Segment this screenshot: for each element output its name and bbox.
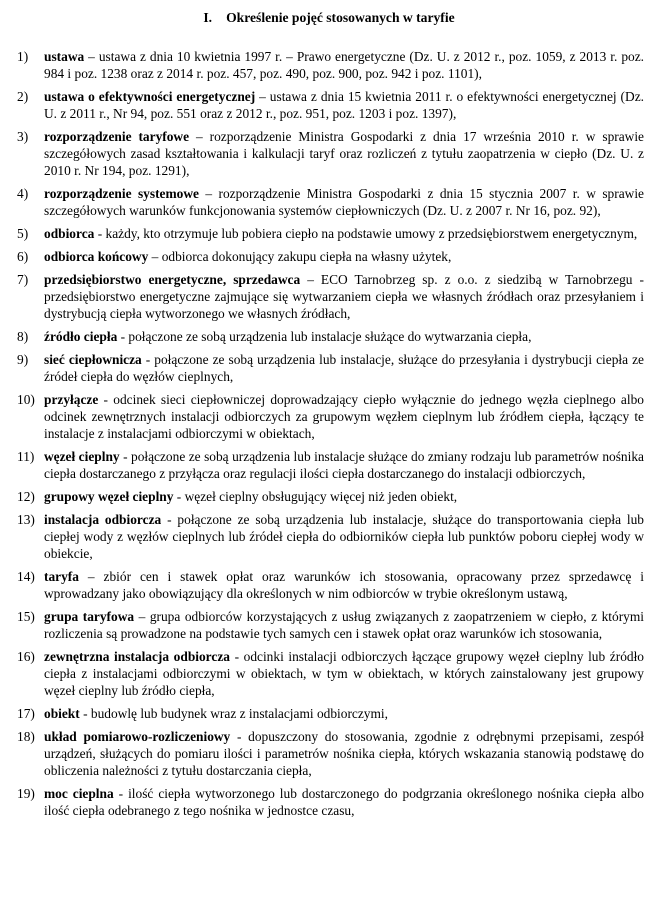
- definition-body: [44, 328, 644, 345]
- definition-number: 3): [17, 129, 29, 144]
- definition-term: przedsiębiorstwo energetyczne, sprzedawca: [44, 272, 301, 287]
- definition-term: zewnętrzna instalacja odbiorcza: [44, 649, 230, 664]
- definition-term: sieć ciepłownicza: [44, 352, 142, 367]
- definition-number: 10): [17, 392, 35, 407]
- definition-body: [44, 728, 644, 779]
- definition-item: [0, 328, 658, 345]
- definition-term: odbiorca: [44, 226, 95, 241]
- definition-item: [0, 648, 658, 699]
- definition-number: 7): [17, 272, 29, 287]
- definition-body: [44, 248, 644, 265]
- definition-item: [0, 785, 658, 819]
- definition-body: [44, 391, 644, 442]
- definition-item: [0, 448, 658, 482]
- definition-text: - budowlę lub budynek wraz z instalacjami odbiorczymi,: [79, 706, 388, 721]
- definition-term: moc cieplna: [44, 786, 114, 801]
- definition-number: 19): [17, 786, 35, 801]
- definition-text: - połączone ze sobą urządzenia lub instalacje służące do wytwarzania ciepła,: [117, 329, 532, 344]
- definition-item: [0, 391, 658, 442]
- definition-number: 12): [17, 489, 35, 504]
- definition-term: grupowy węzeł cieplny: [44, 489, 174, 504]
- definition-text: – ECO Tarnobrzeg sp. z o.o. z siedzibą w Tarnobrzegu - przedsiębiorstwo energetyczne zajmujące się wytwarzaniem ciepła we własnych źródłach oraz przesyłaniem i dystrybucją ciepła wytworzonego we własnych źródłach,: [44, 272, 644, 321]
- definition-text: - ilość ciepła wytworzonego lub dostarczonego do podgrzania określonego nośnika ciepła albo ilość ciepła odebranego z tego nośnika w jednostce czasu,: [44, 786, 645, 818]
- definition-number: 4): [17, 186, 29, 201]
- definition-number: 16): [17, 649, 35, 664]
- definition-number: 2): [17, 89, 29, 104]
- definition-number: 11): [17, 449, 35, 464]
- definition-item: [0, 705, 658, 722]
- definition-body: [44, 511, 644, 562]
- definition-term: taryfa: [44, 569, 79, 584]
- definition-text: – ustawa z dnia 10 kwietnia 1997 r. – Prawo energetyczne (Dz. U. z 2012 r., poz. 1059, z 2013 r. poz. 984 i poz. 1238 oraz z 2014 r. poz. 457, poz. 490, poz. 900, poz. 942 i poz. 1101),: [44, 49, 644, 81]
- section-number: I.: [203, 10, 213, 25]
- definition-item: [0, 488, 658, 505]
- definition-body: [44, 448, 644, 482]
- definition-item: [0, 271, 658, 322]
- section-title: Określenie pojęć stosowanych w taryfie: [226, 10, 455, 25]
- definition-body: [44, 488, 644, 505]
- definition-item: [0, 351, 658, 385]
- definition-body: [44, 225, 644, 242]
- definition-number: 15): [17, 609, 35, 624]
- definition-number: 13): [17, 512, 35, 527]
- section-heading: [0, 9, 658, 26]
- definition-item: [0, 248, 658, 265]
- definition-text: – odbiorca dokonujący zakupu ciepła na własny użytek,: [148, 249, 452, 264]
- definition-item: [0, 185, 658, 219]
- definition-number: 6): [17, 249, 29, 264]
- definition-text: - połączone ze sobą urządzenia lub instalacje służące do zmiany rodzaju lub parametrów nośnika ciepła dostarczanego z przyłącza oraz regulacji ilości ciepła dostarczanego do instalacji odbiorczych,: [44, 449, 644, 481]
- definition-body: [44, 705, 644, 722]
- definition-number: 9): [17, 352, 29, 367]
- definition-text: - połączone ze sobą urządzenia lub instalacje, służące do przesyłania i dystrybucji ciepła ze źródeł ciepła do węzłów cieplnych,: [44, 352, 644, 384]
- definition-body: [44, 88, 644, 122]
- definition-item: [0, 128, 658, 179]
- definitions-list: [0, 48, 658, 825]
- definition-text: - dopuszczony do stosowania, zgodnie z odrębnymi przepisami, zespół urządzeń, służących do pomiaru ilości i parametrów nośnika ciepła, których wskazania stanowią podstawę do obliczenia należności z tytułu dostarczania ciepła,: [44, 729, 644, 778]
- definition-body: [44, 785, 644, 819]
- definition-text: - każdy, kto otrzymuje lub pobiera ciepło na podstawie umowy z przedsiębiorstwem energetycznym,: [94, 226, 638, 241]
- definition-item: [0, 88, 658, 122]
- definition-text: – zbiór cen i stawek opłat oraz warunków ich stosowania, opracowany przez sprzedawcę i wprowadzany jako obowiązujący dla określonych w nim odbiorców w trybie określonym ustawą,: [44, 569, 644, 601]
- definition-body: [44, 128, 644, 179]
- definition-text: - węzeł cieplny obsługujący więcej niż jeden obiekt,: [173, 489, 458, 504]
- definition-body: [44, 608, 644, 642]
- definition-number: 1): [17, 49, 29, 64]
- definition-term: ustawa o efektywności energetycznej: [44, 89, 256, 104]
- definition-text: – rozporządzenie Ministra Gospodarki z dnia 15 stycznia 2007 r. w sprawie szczegółowych warunków funkcjonowania systemów ciepłowniczych (Dz. U. z 2007 r. Nr 16, poz. 92),: [44, 186, 644, 218]
- definition-term: przyłącze: [44, 392, 99, 407]
- definition-text: – ustawa z dnia 15 kwietnia 2011 r. o efektywności energetycznej (Dz. U. z 2011 r., Nr 94, poz. 551 oraz z 2012 r., poz. 951, poz. 1203 i poz. 1397),: [44, 89, 644, 121]
- definition-number: 8): [17, 329, 29, 344]
- definition-term: grupa taryfowa: [44, 609, 135, 624]
- definition-body: [44, 568, 644, 602]
- definition-body: [44, 648, 644, 699]
- definition-text: - połączone ze sobą urządzenia lub instalacje, służące do transportowania ciepła lub ciepłej wody z węzłów cieplnych lub źródeł ciepła do odbiorników ciepła lub punktów poboru ciepłej wody w obiekcie,: [44, 512, 644, 561]
- definition-body: [44, 48, 644, 82]
- definition-item: [0, 511, 658, 562]
- definition-term: instalacja odbiorcza: [44, 512, 162, 527]
- definition-body: [44, 351, 644, 385]
- definition-term: odbiorca końcowy: [44, 249, 149, 264]
- definition-number: 14): [17, 569, 35, 584]
- definition-item: [0, 608, 658, 642]
- definition-item: [0, 568, 658, 602]
- definition-number: 17): [17, 706, 35, 721]
- definition-term: rozporządzenie systemowe: [44, 186, 199, 201]
- definition-item: [0, 728, 658, 779]
- definition-term: źródło ciepła: [44, 329, 118, 344]
- definition-term: obiekt: [44, 706, 80, 721]
- definition-term: rozporządzenie taryfowe: [44, 129, 190, 144]
- definition-text: - odcinki instalacji odbiorczych łączące grupowy węzeł cieplny lub źródło ciepła z instalacjami odbiorczymi w obiektach, w tym w obiektach, w których zainstalowany jest grupowy węzeł cieplny lub źródło ciepła,: [44, 649, 645, 698]
- definition-body: [44, 271, 644, 322]
- definition-number: 18): [17, 729, 35, 744]
- definition-item: [0, 225, 658, 242]
- definition-text: – rozporządzenie Ministra Gospodarki z dnia 17 września 2010 r. w sprawie szczegółowych zasad kształtowania i kalkulacji taryf oraz rozliczeń z tytułu zaopatrzenia w ciepło (Dz. U. z 2010 r. Nr 194, poz. 1291),: [44, 129, 644, 178]
- definition-term: ustawa: [44, 49, 85, 64]
- definition-body: [44, 185, 644, 219]
- definition-number: 5): [17, 226, 29, 241]
- definition-term: węzeł cieplny: [44, 449, 120, 464]
- definition-text: - odcinek sieci ciepłowniczej doprowadzający ciepło wyłącznie do jednego węzła cieplnego albo odcinek zewnętrznych instalacji odbiorczych za grupowym węzłem cieplnym lub źródłem ciepła, łączący te instalacje z instalacjami odbiorczymi w obiektach,: [44, 392, 644, 441]
- definition-item: [0, 48, 658, 82]
- definition-text: – grupa odbiorców korzystających z usług związanych z zaopatrzeniem w ciepło, z którymi rozliczenia są prowadzone na podstawie tych samych cen i stawek opłat oraz warunków ich stosowania,: [44, 609, 644, 641]
- definition-term: układ pomiarowo-rozliczeniowy: [44, 729, 231, 744]
